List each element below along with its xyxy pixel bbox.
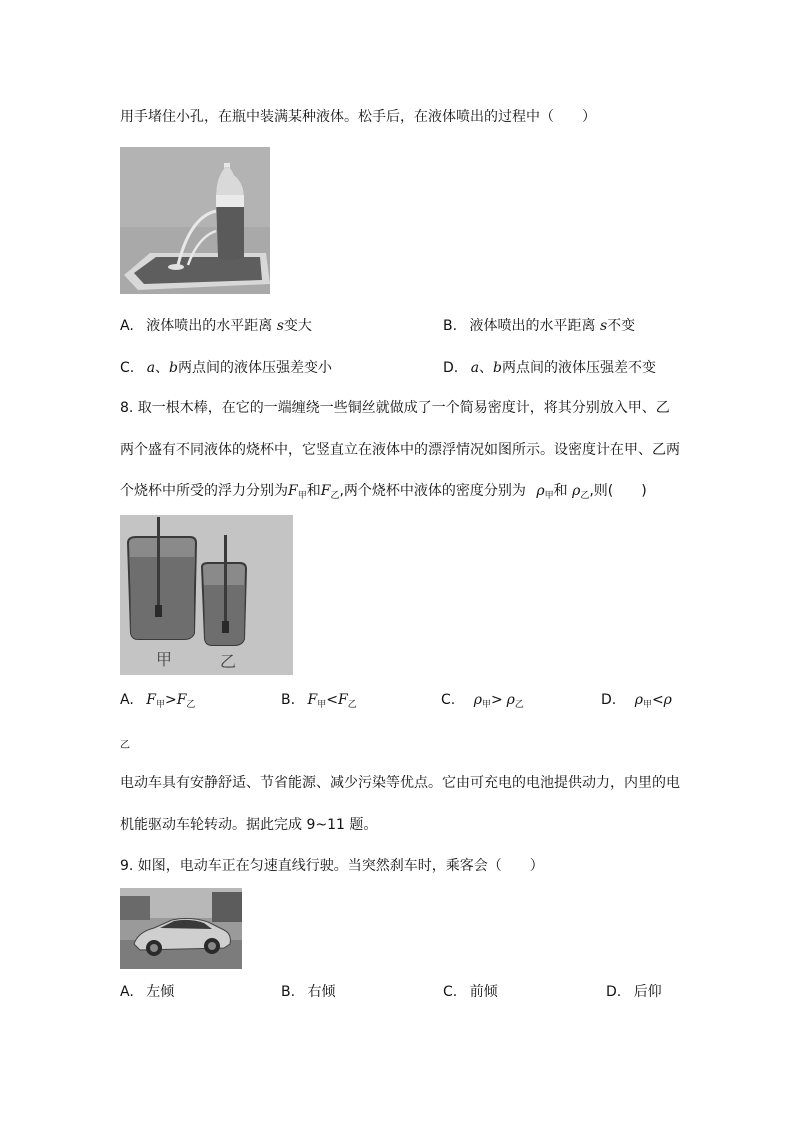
q8-option-d-wrap: 乙 (120, 740, 130, 751)
figure-label-yi: 乙 (220, 652, 237, 671)
q7-option-d[interactable]: D. a、b两点间的液体压强差不变 (443, 360, 657, 376)
option-label: C. (120, 360, 135, 376)
intro-line-2: 机能驱动车轮转动。据此完成 9~11 题。 (120, 817, 378, 833)
option-label: B. (281, 984, 296, 1000)
q9-option-a[interactable]: A. 左倾 (120, 984, 175, 1000)
figure-label-jia: 甲 (156, 650, 173, 669)
q8-option-d[interactable]: D. $\rho_甲<\rho$ (601, 692, 672, 710)
option-label: B. (443, 318, 458, 334)
q8-line-2: 两个盛有不同液体的烧杯中，它竖直立在液体中的漂浮情况如图所示。设密度计在甲、乙两 (120, 442, 680, 458)
option-label: A. (120, 984, 134, 1000)
q9-option-d[interactable]: D. 后仰 (606, 984, 662, 1000)
q7-option-a[interactable]: A. 液体喷出的水平距离 s变大 (120, 318, 312, 334)
q7-option-b[interactable]: B. 液体喷出的水平距离 s不变 (443, 318, 636, 334)
option-label: D. (443, 360, 459, 376)
option-label: A. (120, 318, 134, 334)
intro-line-1: 电动车具有安静舒适、节省能源、减少污染等优点。它由可充电的电池提供动力，内里的电 (120, 775, 680, 791)
q9-option-b[interactable]: B. 右倾 (281, 984, 336, 1000)
electric-car-photo (120, 888, 242, 969)
bottle-fountain-photo (120, 147, 270, 294)
option-label: C. (441, 692, 456, 708)
option-label: D. (601, 692, 617, 708)
option-label: B. (281, 692, 296, 708)
q8-option-a[interactable]: A. $F_甲>F_乙$ (120, 692, 196, 710)
option-label: C. (443, 984, 458, 1000)
q9-stem: 9. 如图，电动车正在匀速直线行驶。当突然刹车时，乘客会（ ） (120, 858, 544, 874)
q8-line-1: 8. 取一根木棒，在它的一端缠绕一些铜丝就做成了一个简易密度计，将其分别放入甲、乙 (120, 400, 670, 416)
q9-option-c[interactable]: C. 前倾 (443, 984, 498, 1000)
q8-option-b[interactable]: B. $F_甲<F_乙$ (281, 692, 357, 710)
q8-line-3: 个烧杯中所受的浮力分别为$F_甲$和$F_乙$,两个烧杯中液体的密度分别为 $\rho_甲$和 $\rho_乙$,则( ) (120, 483, 647, 501)
q7-option-c[interactable]: C. a、b两点间的液体压强差变小 (120, 360, 333, 376)
hydrometer-beakers-photo (120, 515, 293, 675)
option-label: A. (120, 692, 134, 708)
q7-stem: 用手堵住小孔，在瓶中装满某种液体。松手后，在液体喷出的过程中（ ） (120, 109, 596, 125)
option-label: D. (606, 984, 622, 1000)
q8-option-c[interactable]: C. $\rho_甲> \rho_乙$ (441, 692, 524, 710)
